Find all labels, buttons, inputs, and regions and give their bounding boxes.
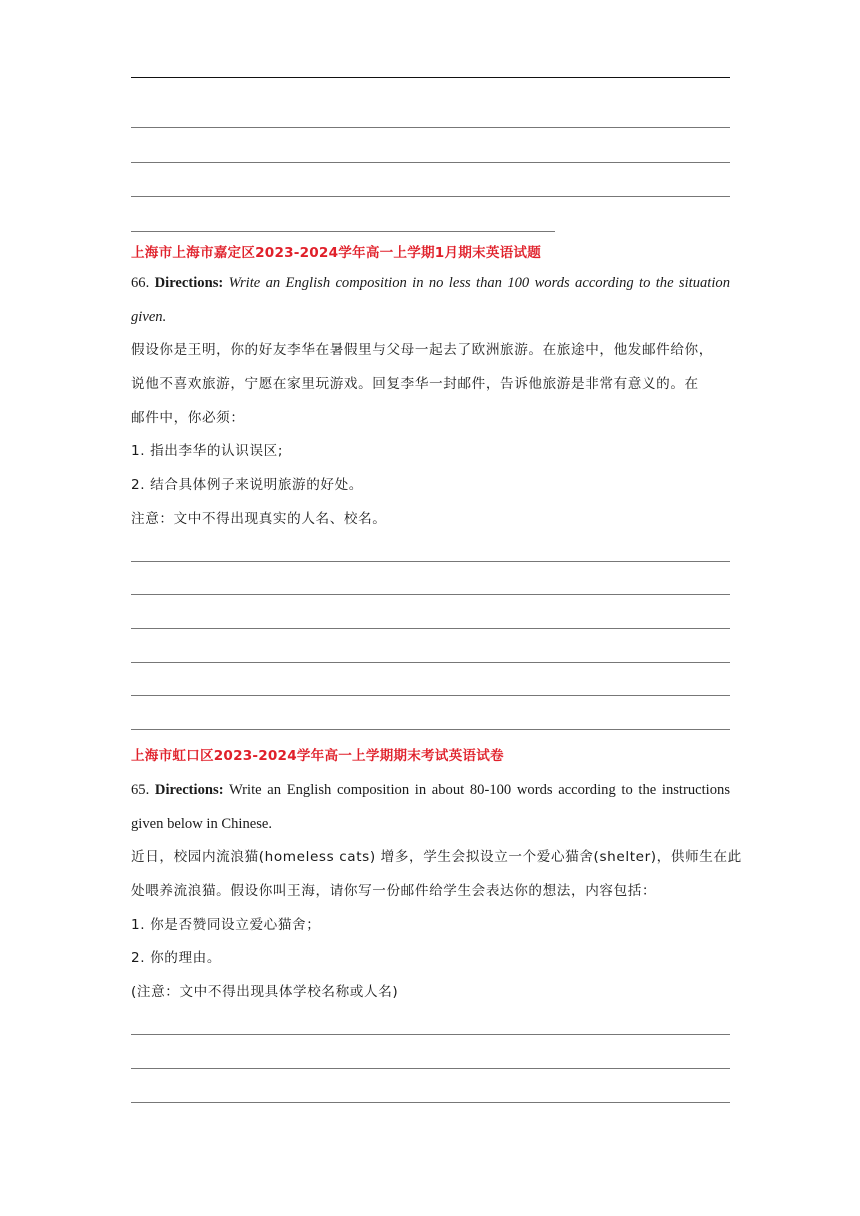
answer-line bbox=[131, 1068, 730, 1069]
note: 注意：文中不得出现真实的人名、校名。 bbox=[131, 511, 387, 527]
prompt-line: 处喂养流浪猫。假设你叫王海，请你写一份邮件给学生会表达你的想法，内容包括： bbox=[131, 883, 657, 899]
answer-line bbox=[131, 77, 730, 78]
directions-line: given below in Chinese. bbox=[131, 816, 273, 832]
directions-text: Write an English composition in no less than 100 words according to the situation bbox=[228, 275, 731, 291]
question-number: 65. bbox=[131, 782, 150, 798]
requirement-item: 1. 你是否赞同设立爱心猫舍； bbox=[131, 917, 321, 933]
directions-line bbox=[131, 273, 730, 293]
note: (注意：文中不得出现具体学校名称或人名) bbox=[131, 984, 399, 1000]
answer-line bbox=[131, 162, 730, 163]
requirement-item: 2. 结合具体例子来说明旅游的好处。 bbox=[131, 477, 363, 493]
question-number: 66. bbox=[131, 275, 150, 291]
answer-line bbox=[131, 1034, 730, 1035]
answer-line bbox=[131, 1102, 730, 1103]
prompt-line: 说他不喜欢旅游，宁愿在家里玩游戏。回复李华一封邮件，告诉他旅游是非常有意义的。在 bbox=[131, 376, 699, 392]
answer-line bbox=[131, 695, 730, 696]
section-heading: 上海市上海市嘉定区2023-2024学年高一上学期1月期末英语试题 bbox=[131, 245, 542, 261]
prompt-line: 近日，校园内流浪猫(homeless cats) 增多，学生会拟设立一个爱心猫舍(shelter)，供师生在此 bbox=[131, 849, 742, 865]
answer-line bbox=[131, 561, 730, 562]
directions-text: given. bbox=[131, 309, 167, 325]
section-heading: 上海市虹口区2023-2024学年高一上学期期末考试英语试卷 bbox=[131, 748, 504, 764]
document-page bbox=[131, 0, 742, 1216]
directions-label: Directions: bbox=[154, 275, 224, 291]
answer-line bbox=[131, 231, 555, 232]
directions-text: Write an English composition in about 80-100 words according to the instructions bbox=[228, 782, 731, 798]
prompt-line: 假设你是王明，你的好友李华在暑假里与父母一起去了欧洲旅游。在旅途中，他发邮件给你， bbox=[131, 342, 713, 358]
prompt-line: 邮件中，你必须： bbox=[131, 410, 245, 426]
answer-line bbox=[131, 662, 730, 663]
directions-label: Directions: bbox=[154, 782, 224, 798]
answer-line bbox=[131, 729, 730, 730]
requirement-item: 2. 你的理由。 bbox=[131, 950, 222, 966]
answer-line bbox=[131, 196, 730, 197]
answer-line bbox=[131, 594, 730, 595]
directions-line bbox=[131, 780, 730, 800]
requirement-item: 1. 指出李华的认识误区; bbox=[131, 443, 284, 459]
answer-line bbox=[131, 628, 730, 629]
directions-line bbox=[131, 307, 730, 327]
answer-line bbox=[131, 127, 730, 128]
